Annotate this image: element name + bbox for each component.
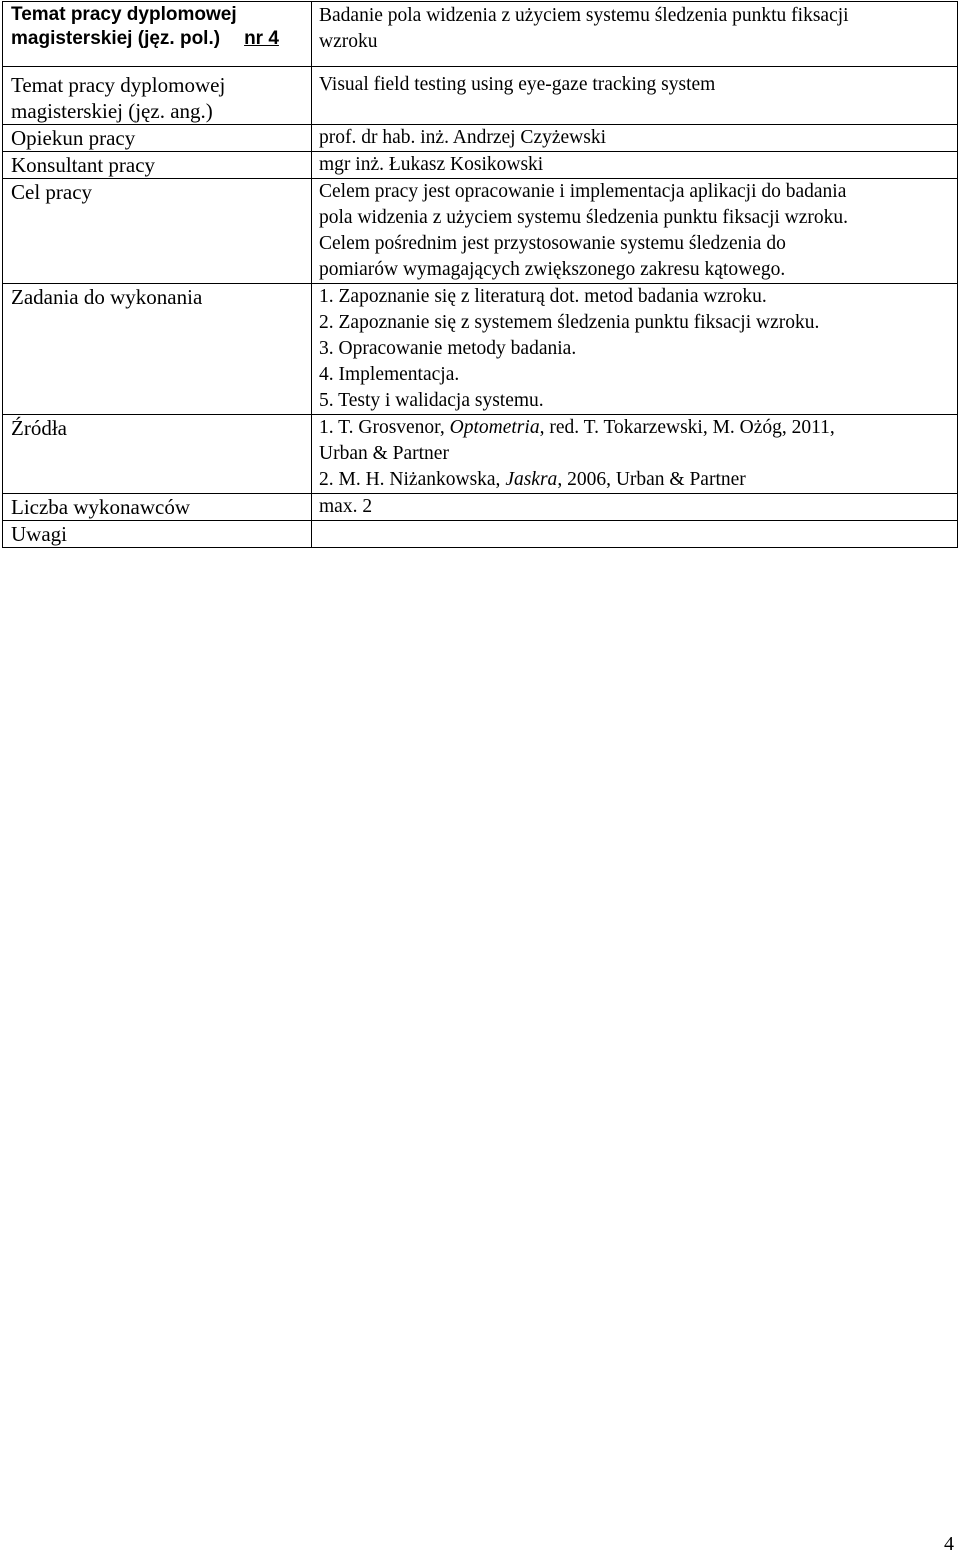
value-tasks [312,284,958,415]
thesis-form-table [2,1,958,548]
value-goal [312,179,958,284]
label-topic-pl [3,2,312,67]
goal-line: Celem pracy jest opracowanie i implementacja aplikacji do badania [319,181,847,202]
label-topic-en [3,67,312,125]
topic-en-value: Visual field testing using eye-gaze tracking system [319,74,716,95]
label-consultant [3,152,312,179]
value-supervisor [312,125,958,152]
ref2-suffix: , 2006, Urban & Partner [557,469,746,490]
page-number: 4 [944,1533,954,1555]
row-notes [3,521,958,548]
label-notes [3,521,312,548]
label-supervisor [3,125,312,152]
ref2-prefix: 2. M. H. Niżankowska, [319,469,506,490]
supervisor-label: Opiekun pracy [11,126,136,150]
row-consultant [3,152,958,179]
row-goal [3,179,958,284]
task-item: 5. Testy i walidacja systemu. [319,390,544,411]
goal-label: Cel pracy [11,180,93,204]
topic-pl-line2: wzroku [319,31,378,52]
label-topic-pl-line1: Temat pracy dyplomowej [11,4,237,25]
sources-label: Źródła [11,416,67,440]
source-ref-1 [319,415,957,441]
topic-pl-line1: Badanie pola widzenia z użyciem systemu śledzenia punktu fiksacji [319,5,849,26]
row-authors [3,494,958,521]
label-authors [3,494,312,521]
value-sources [312,415,958,494]
ref1-line2: Urban & Partner [319,443,449,464]
label-goal [3,179,312,284]
goal-line: pomiarów wymagających zwiększonego zakresu kątowego. [319,259,786,280]
label-topic-en-line2: magisterskiej (jęz. ang.) [11,99,213,123]
notes-label: Uwagi [11,522,67,546]
value-authors [312,494,958,521]
value-topic-en [312,67,958,125]
ref1-prefix: 1. T. Grosvenor, [319,417,450,438]
task-item: 3. Opracowanie metody badania. [319,338,577,359]
row-supervisor [3,125,958,152]
topic-number: nr 4 [244,28,279,49]
ref1-title: Optometria [449,417,540,438]
row-sources [3,415,958,494]
goal-line: Celem pośrednim jest przystosowanie systemu śledzenia do [319,233,786,254]
authors-count: max. 2 [319,496,373,517]
value-consultant [312,152,958,179]
goal-line: pola widzenia z użyciem systemu śledzenia punktu fiksacji wzroku. [319,207,849,228]
thesis-topic-form [2,1,958,548]
task-item: 1. Zapoznanie się z literaturą dot. metod badania wzroku. [319,286,767,307]
ref1-suffix: , red. T. Tokarzewski, M. Ożóg, 2011, [539,417,835,438]
row-tasks [3,284,958,415]
tasks-label: Zadania do wykonania [11,285,203,309]
label-topic-pl-line2: magisterskiej (jęz. pol.) [11,28,221,49]
row-topic-en [3,67,958,125]
source-ref-2 [319,467,957,493]
row-topic-pl [3,2,958,67]
task-item: 2. Zapoznanie się z systemem śledzenia punktu fiksacji wzroku. [319,312,820,333]
consultant-name: mgr inż. Łukasz Kosikowski [319,154,544,175]
task-item: 4. Implementacja. [319,364,460,385]
label-tasks [3,284,312,415]
value-notes [312,521,958,548]
label-sources [3,415,312,494]
label-topic-en-line1: Temat pracy dyplomowej [11,73,226,97]
value-topic-pl [312,2,958,67]
supervisor-name: prof. dr hab. inż. Andrzej Czyżewski [319,127,606,148]
authors-label: Liczba wykonawców [11,495,191,519]
consultant-label: Konsultant pracy [11,153,156,177]
ref2-title: Jaskra [505,469,558,490]
